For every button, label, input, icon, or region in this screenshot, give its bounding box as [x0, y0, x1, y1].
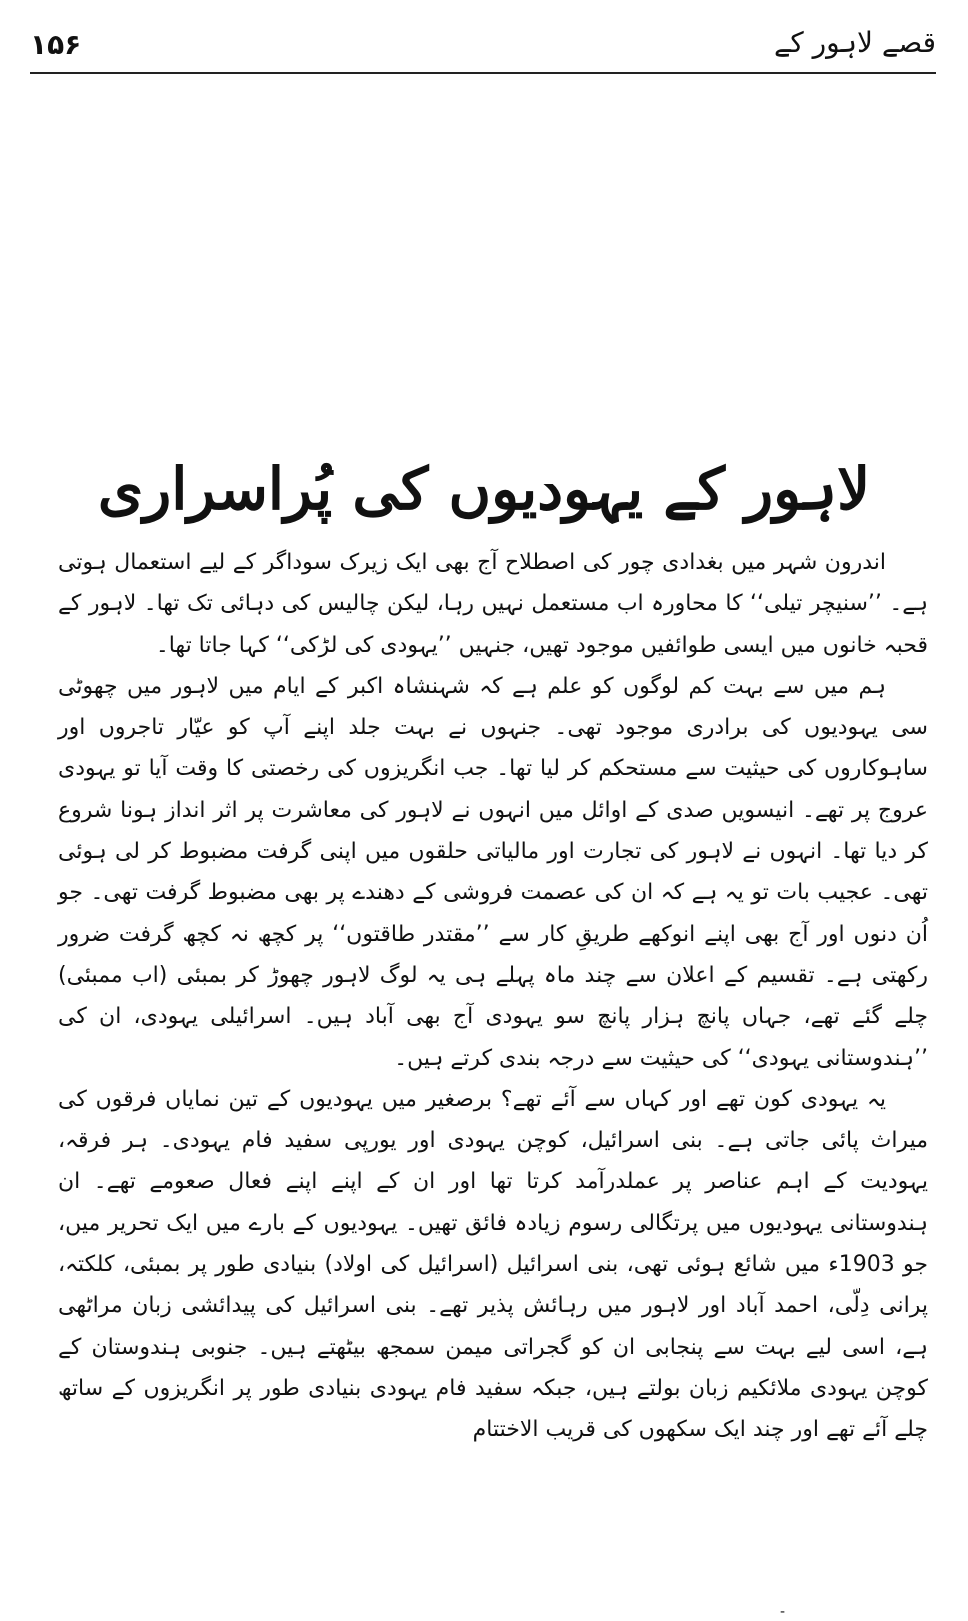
running-title: قصے لاہور کے [774, 26, 936, 59]
header-divider [30, 72, 936, 74]
paragraph-2: ہم میں سے بہت کم لوگوں کو علم ہے کہ شہنشاہ اکبر کے ایام میں لاہور میں چھوٹی سی یہودیوں کی برادری موجود تھی۔ جنہوں نے بہت جلد اپنے آپ کو عیّار تاجروں اور ساہوکاروں کی حیثیت سے مستحکم کر لیا تھا۔ جب انگریزوں کی رخصتی کا وقت آیا تو یہودی عروج پر تھے۔ انیسویں صدی کے اوائل میں انہوں نے لاہور کی معاشرت پر اثر انداز ہونا شروع کر دیا تھا۔ انہوں نے لاہور کی تجارت اور مالیاتی حلقوں میں اپنی گرفت مضبوط کر لی ہوئی تھی۔ عجیب بات تو یہ ہے کہ ان کی عصمت فروشی کے دھندے پر بھی مضبوط گرفت تھی۔ جو اُن دنوں اور آج بھی اپنے انوکھے طریقِ کار سے ’’مقتدر طاقتوں‘‘ پر کچھ نہ کچھ گرفت ضرور رکھتی ہے۔ تقسیم کے اعلان سے چند ماہ پہلے ہی یہ لوگ لاہور چھوڑ کر بمبئی (اب ممبئی) چلے گئے تھے، جہاں پانچ ہزار پانچ سو یہودی آج بھی آباد ہیں۔ اسرائیلی یہودی، ان کی ’’ہندوستانی یہودی‘‘ کی حیثیت سے درجہ بندی کرتے ہیں۔ [58, 673, 928, 1071]
page-header [30, 22, 936, 72]
page-number: ۱۵۶ [30, 28, 82, 61]
paragraph-1: اندرون شہر میں بغدادی چور کی اصطلاح آج بھی ایک زیرک سوداگر کے لیے استعمال ہوتی ہے۔ ’’سنیچر تیلی‘‘ کا محاورہ اب مستعمل نہیں رہا، لیکن چالیس کی دہائی تک تھا۔ لاہور کے قحبہ خانوں میں ایسی طوائفیں موجود تھیں، جنہیں ’’یہودی کی لڑکی‘‘ کہا جاتا تھا۔ [58, 550, 928, 658]
footer-mark: - [780, 1604, 786, 1620]
body-text [58, 542, 928, 1451]
chapter-title: لاہور کے یہودیوں کی پُراسراری [97, 454, 871, 523]
paragraph-3: یہ یہودی کون تھے اور کہاں سے آئے تھے؟ برصغیر میں یہودیوں کے تین نمایاں فرقوں کی میراث پائی جاتی ہے۔ بنی اسرائیل، کوچن یہودی اور یورپی سفید فام یہودی۔ ہر فرقہ، یہودیت کے اہم عناصر پر عملدرآمد کرتا تھا اور ان کے اپنے اپنے فعال صعومے تھے۔ ان ہندوستانی یہودیوں میں پرتگالی رسوم زیادہ فائق تھیں۔ یہودیوں کے بارے میں ایک تحریر میں، جو 1903ء میں شائع ہوئی تھی، بنی اسرائیل (اسرائیل کی اولاد) بنیادی طور پر بمبئی، کلکتہ، پرانی دِلّی، احمد آباد اور لاہور میں رہائش پذیر تھے۔ بنی اسرائیل کی پیدائشی زبان مراٹھی ہے، اسی لیے بہت سے پنجابی ان کو گجراتی میمن سمجھ بیٹھتے ہیں۔ جنوبی ہندوستان کے کوچن یہودی ملائکیم زبان بولتے ہیں، جبکہ سفید فام یہودی بنیادی طور پر انگریزوں کے ساتھ چلے آئے تھے اور چند ایک سکھوں کی قریب الاختتام [58, 1086, 929, 1443]
